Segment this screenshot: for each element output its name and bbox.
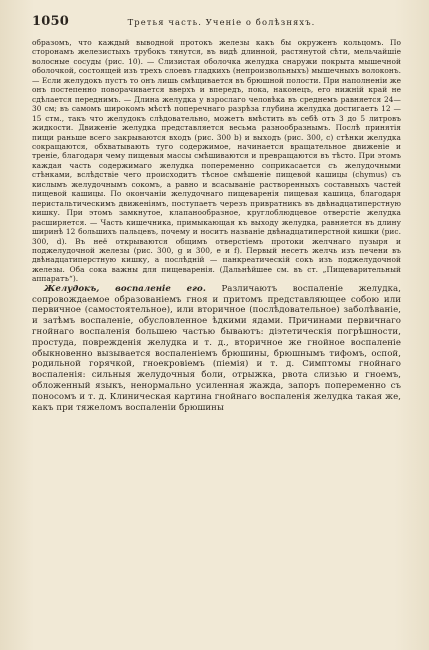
page-body <box>32 38 401 413</box>
running-head: Третья часть. Ученiе о болѣзняхъ. <box>127 17 316 27</box>
page-header <box>32 14 401 36</box>
page-number: 1050 <box>32 14 69 29</box>
section-text: Различаютъ воспаленiе желудка, сопровождаемое образованiемъ гноя и притомъ представляющее собою или первичное (самостоятельное), или вторичное (послѣдовательное) заболѣванiе, и затѣмъ воспаленiе, обусловленное ѣдкими ядами. Причинами первичнаго гнойнаго воспаленiя большею частью бываютъ: дiэтетическiя погрѣшности, простуда, поврежденiя желудка и т. д., вторичное же гнойное воспаленiе обыкновенно вызывается воспаленiемъ брюшины, брюшнымъ тифомъ, оспой, родильной горячкой, гноекровiемъ (пiемiя) и т. д. Симптомы гнойнаго воспаленiя: сильныя желудочныя боли, отрыжка, рвота слизью и гноемъ, обложенный языкъ, ненормально усиленная жажда, запоръ попеременно съ поносомъ и т. д. Клиническая картина гнойнаго воспаленiя желудка такая же, какъ при тяжеломъ воспаленiи брюшины <box>32 283 402 413</box>
paragraph-continuation: образомъ, что каждый выводной протокъ железы какъ бы окруженъ кольцомъ. По сторонамъ железистыхъ трубокъ тянутся, въ видѣ длинной, растянутой сѣти, мельчайшiе волосные сосуды (рис. 10). — Слизистая оболочка желудка снаружи покрыта мышечной оболочкой, состоящей изъ трехъ слоевъ гладкихъ (непроизвольныхъ) мышечныхъ волоконъ. — Если желудокъ пустъ то онъ лишь смѣщивается въ брюшной полости. При наполненiи же онъ постепенно поворачивается вверхъ и впередъ, пока, наконецъ, его нижнiй край не сдѣлается переднимъ. — Длина желудка у взрослаго человѣка въ среднемъ равняется 24—30 см; въ самомъ широкомъ мѣстѣ поперечнаго разрѣза глубина желудка достигаетъ 12 — 15 стм., такъ что желудокъ слѣдовательно, можетъ вмѣстить въ себѣ отъ 3 до 5 литровъ жидкости. Движенiе желудка представляется весьма разнообразнымъ. Послѣ принятiя пищи раньше всего закрываются входъ (рис. 300 b) и выходъ (рис. 300, c) стѣнки желудка сокращаются, обхватывають туго содержимое, начинается вращательное движенiе и тренiе, благодаря чему пищевыя массы смѣшиваются и превращаются въ тѣсто. При этомъ каждая часть содержимаго желудка попеременно соприкасается съ желудочными стѣнками, вслѣдствiе чего происходитъ тѣсное смѣшенiе пищевой кашицы (chymus) съ кислымъ желудочнымъ сокомъ, а равно и всасыванiе растворенныхъ составныхъ частей пищевой кашицы. По окончанiи желудочнаго пищеваренiя пищевая кашица, благодаря перистальтическимъ движенiямъ, поступаетъ черезъ привратникъ въ двѣнадцатиперстную кишку. При этомъ замкнутое, клапанообразное, круглоблюдцевое отверстiе желудка расширяется. — Часть кишечника, примыкающая къ выходу желудка, равняется въ длину ширинѣ 12 большихъ пальцевъ, почему и носитъ названiе двѣнадцатиперстной кишки (рис. 300, d). Въ неё открываются общимъ отверстiемъ протоки желчнаго пузыря и поджелудочной железы (рис. 300, g и 300, e и f). Первый несетъ желчь изъ печени въ двѣнадцатиперстную кишку, а послѣднiй — панкреатическiй сокъ изъ поджелудочной железы. Оба сока важны для пищеваренiя. (Дальнѣйшее см. въ ст. „Пищеварительный аппаратъ“). <box>32 38 401 284</box>
section-title: Желудокъ, воспаленiе его. <box>44 283 206 294</box>
section-entry <box>32 284 401 414</box>
